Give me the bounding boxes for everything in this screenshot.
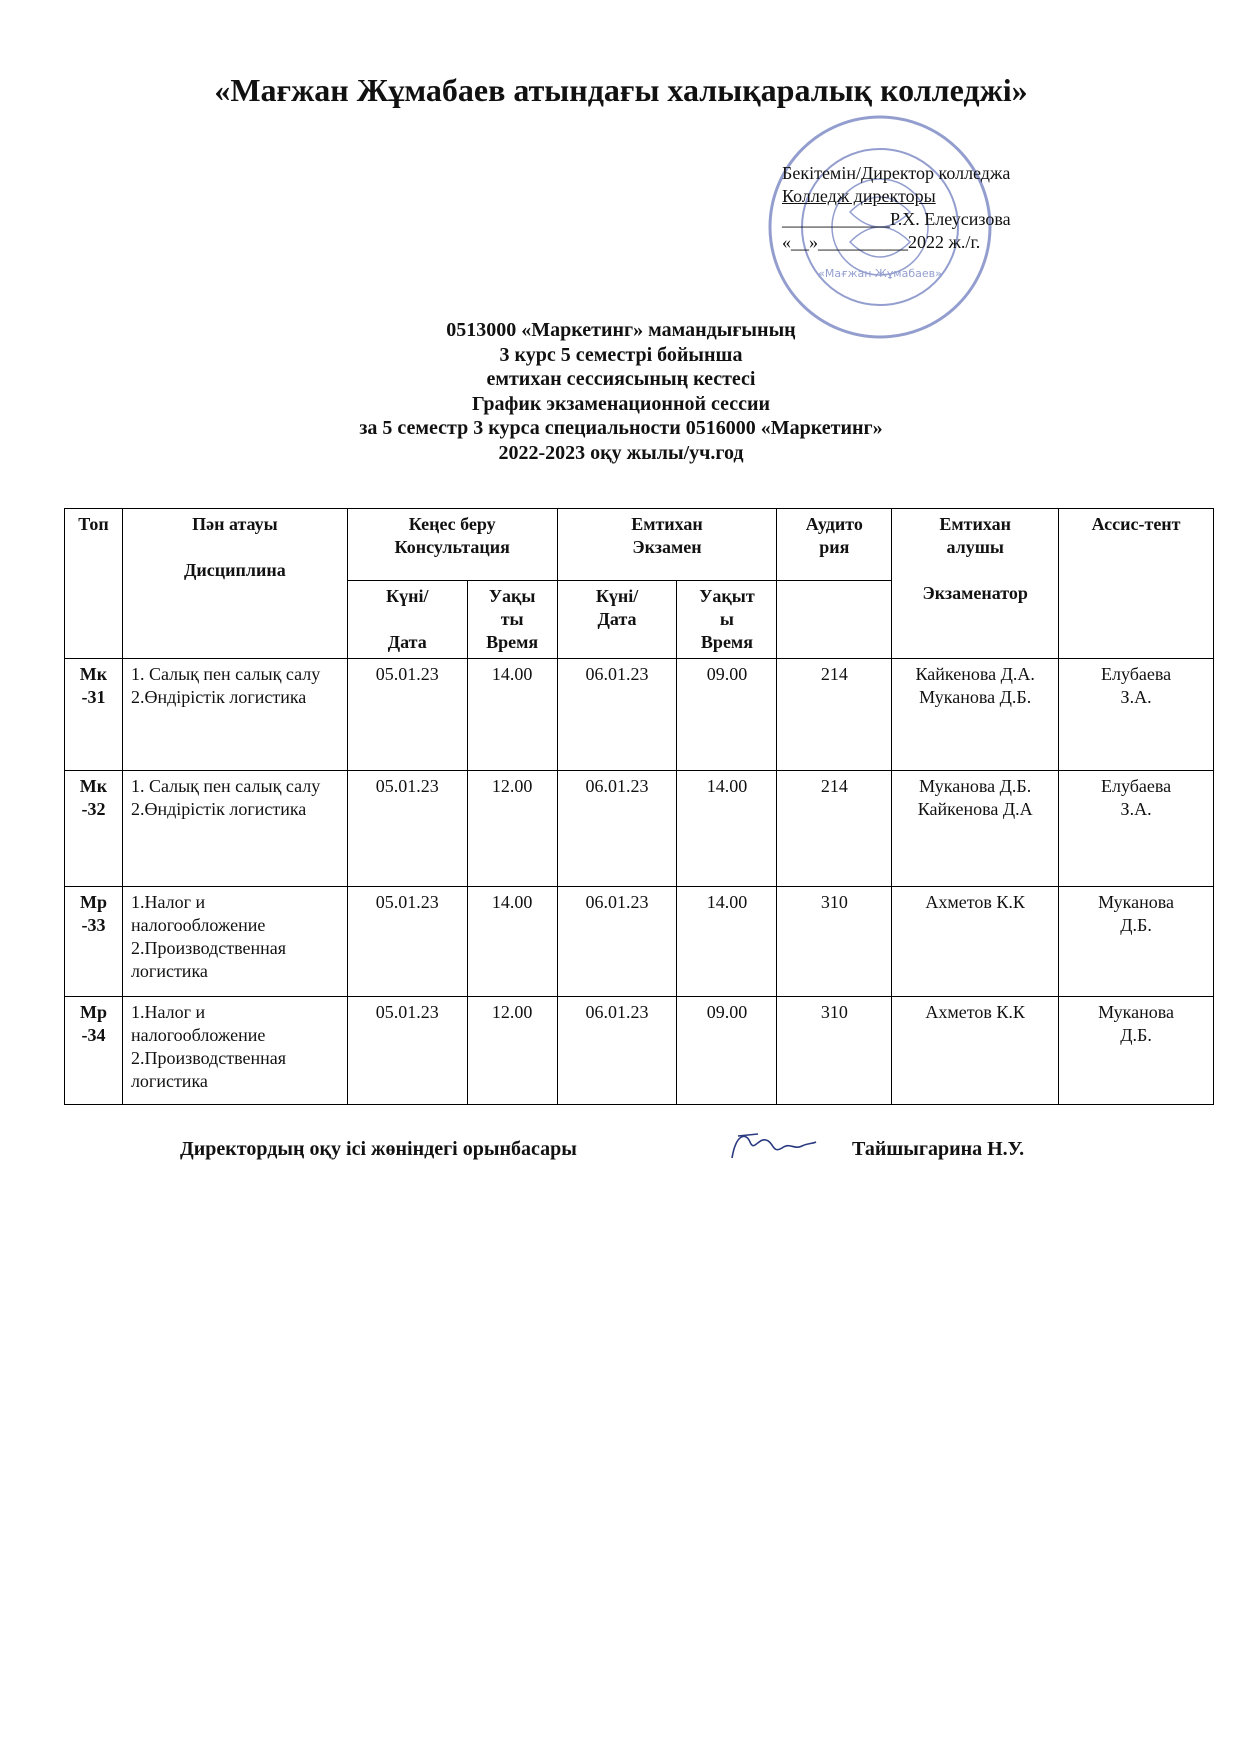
table-row [65, 659, 1214, 771]
cell-assistant: Муканова Д.Б. [1059, 887, 1214, 997]
cell-discipline: 1.Налог и налогообложение 2.Производственная логистика [122, 887, 347, 997]
schedule-heading [0, 318, 1242, 465]
cell-group: Мр -33 [65, 887, 123, 997]
cell-room: 310 [777, 997, 892, 1105]
cell-assistant: Муканова Д.Б. [1059, 997, 1214, 1105]
header-consultation: Кеңес беру Консультация [347, 509, 557, 581]
cell-consultation-time: 12.00 [467, 997, 557, 1105]
cell-examiner: Кайкенова Д.А. Муканова Д.Б. [892, 659, 1059, 771]
header-group: Топ [65, 509, 123, 659]
header-consultation-time: Уақы ты Время [467, 581, 557, 659]
header-room-empty [777, 581, 892, 659]
approval-line-3: ____________Р.Х. Елеусизова [782, 209, 1011, 229]
header-examiner: Емтихан алушы Экзаменатор [892, 509, 1059, 659]
cell-discipline: 1.Налог и налогообложение 2.Производственная логистика [122, 997, 347, 1105]
cell-exam-date: 06.01.23 [557, 997, 677, 1105]
cell-consultation-date: 05.01.23 [347, 659, 467, 771]
cell-consultation-time: 12.00 [467, 771, 557, 887]
heading-line: 0513000 «Маркетинг» мамандығының [446, 319, 796, 341]
heading-line: График экзаменационной сессии [471, 392, 771, 415]
deputy-director-name: Тайшыгарина Н.У. [852, 1138, 1025, 1160]
cell-consultation-time: 14.00 [467, 659, 557, 771]
heading-line: 3 курс 5 семестрі бойынша [499, 343, 743, 366]
cell-exam-time: 09.00 [677, 659, 777, 771]
cell-examiner: Ахметов К.К [892, 997, 1059, 1105]
header-room: Аудито рия [777, 509, 892, 581]
cell-room: 310 [777, 887, 892, 997]
cell-exam-date: 06.01.23 [557, 659, 677, 771]
cell-assistant: Елубаева З.А. [1059, 771, 1214, 887]
approval-line-4: «__»__________2022 ж./г. [782, 232, 981, 252]
table-row [65, 771, 1214, 887]
cell-consultation-time: 14.00 [467, 887, 557, 997]
approval-line-1: Бекітемін/Директор колледжа [782, 163, 1011, 183]
cell-room: 214 [777, 771, 892, 887]
cell-group: Мр -34 [65, 997, 123, 1105]
cell-exam-date: 06.01.23 [557, 771, 677, 887]
svg-text:«Мағжан Жұмабаев»: «Мағжан Жұмабаев» [818, 267, 942, 280]
cell-exam-time: 14.00 [677, 771, 777, 887]
cell-exam-time: 09.00 [677, 997, 777, 1105]
college-title: «Мағжан Жұмабаев атындағы халықаралық колледжі» [214, 72, 1028, 108]
header-assistant: Ассис-тент [1059, 509, 1214, 659]
exam-schedule-table [64, 508, 1214, 1105]
table-row [65, 887, 1214, 997]
cell-group: Мк -32 [65, 771, 123, 887]
cell-discipline: 1. Салық пен салық салу 2.Өндірістік логистика [122, 659, 347, 771]
cell-consultation-date: 05.01.23 [347, 887, 467, 997]
cell-consultation-date: 05.01.23 [347, 997, 467, 1105]
header-discipline: Пән атауы Дисциплина [122, 509, 347, 659]
cell-exam-time: 14.00 [677, 887, 777, 997]
header-exam: Емтихан Экзамен [557, 509, 777, 581]
cell-group: Мк -31 [65, 659, 123, 771]
heading-line: емтихан сессиясының кестесі [486, 368, 756, 390]
approval-block [782, 162, 1082, 254]
heading-line: 2022-2023 оқу жылы/уч.год [498, 441, 744, 464]
header-consultation-date: Күні/ Дата [347, 581, 467, 659]
cell-examiner: Ахметов К.К [892, 887, 1059, 997]
heading-line: за 5 семестр 3 курса специальности 0516000 «Маркетинг» [359, 417, 883, 439]
cell-examiner: Муканова Д.Б. Кайкенова Д.А [892, 771, 1059, 887]
cell-room: 214 [777, 659, 892, 771]
deputy-director-title: Директордың оқу ісі жөніндегі орынбасары [180, 1138, 577, 1160]
cell-exam-date: 06.01.23 [557, 887, 677, 997]
header-exam-time: Уақыт ы Время [677, 581, 777, 659]
table-row [65, 997, 1214, 1105]
cell-consultation-date: 05.01.23 [347, 771, 467, 887]
cell-assistant: Елубаева З.А. [1059, 659, 1214, 771]
table-header-row [65, 509, 1214, 581]
header-exam-date: Күні/ Дата [557, 581, 677, 659]
cell-discipline: 1. Салық пен салық салу 2.Өндірістік логистика [122, 771, 347, 887]
handwritten-signature [728, 1128, 818, 1164]
approval-line-2: Колледж директоры [782, 186, 936, 206]
